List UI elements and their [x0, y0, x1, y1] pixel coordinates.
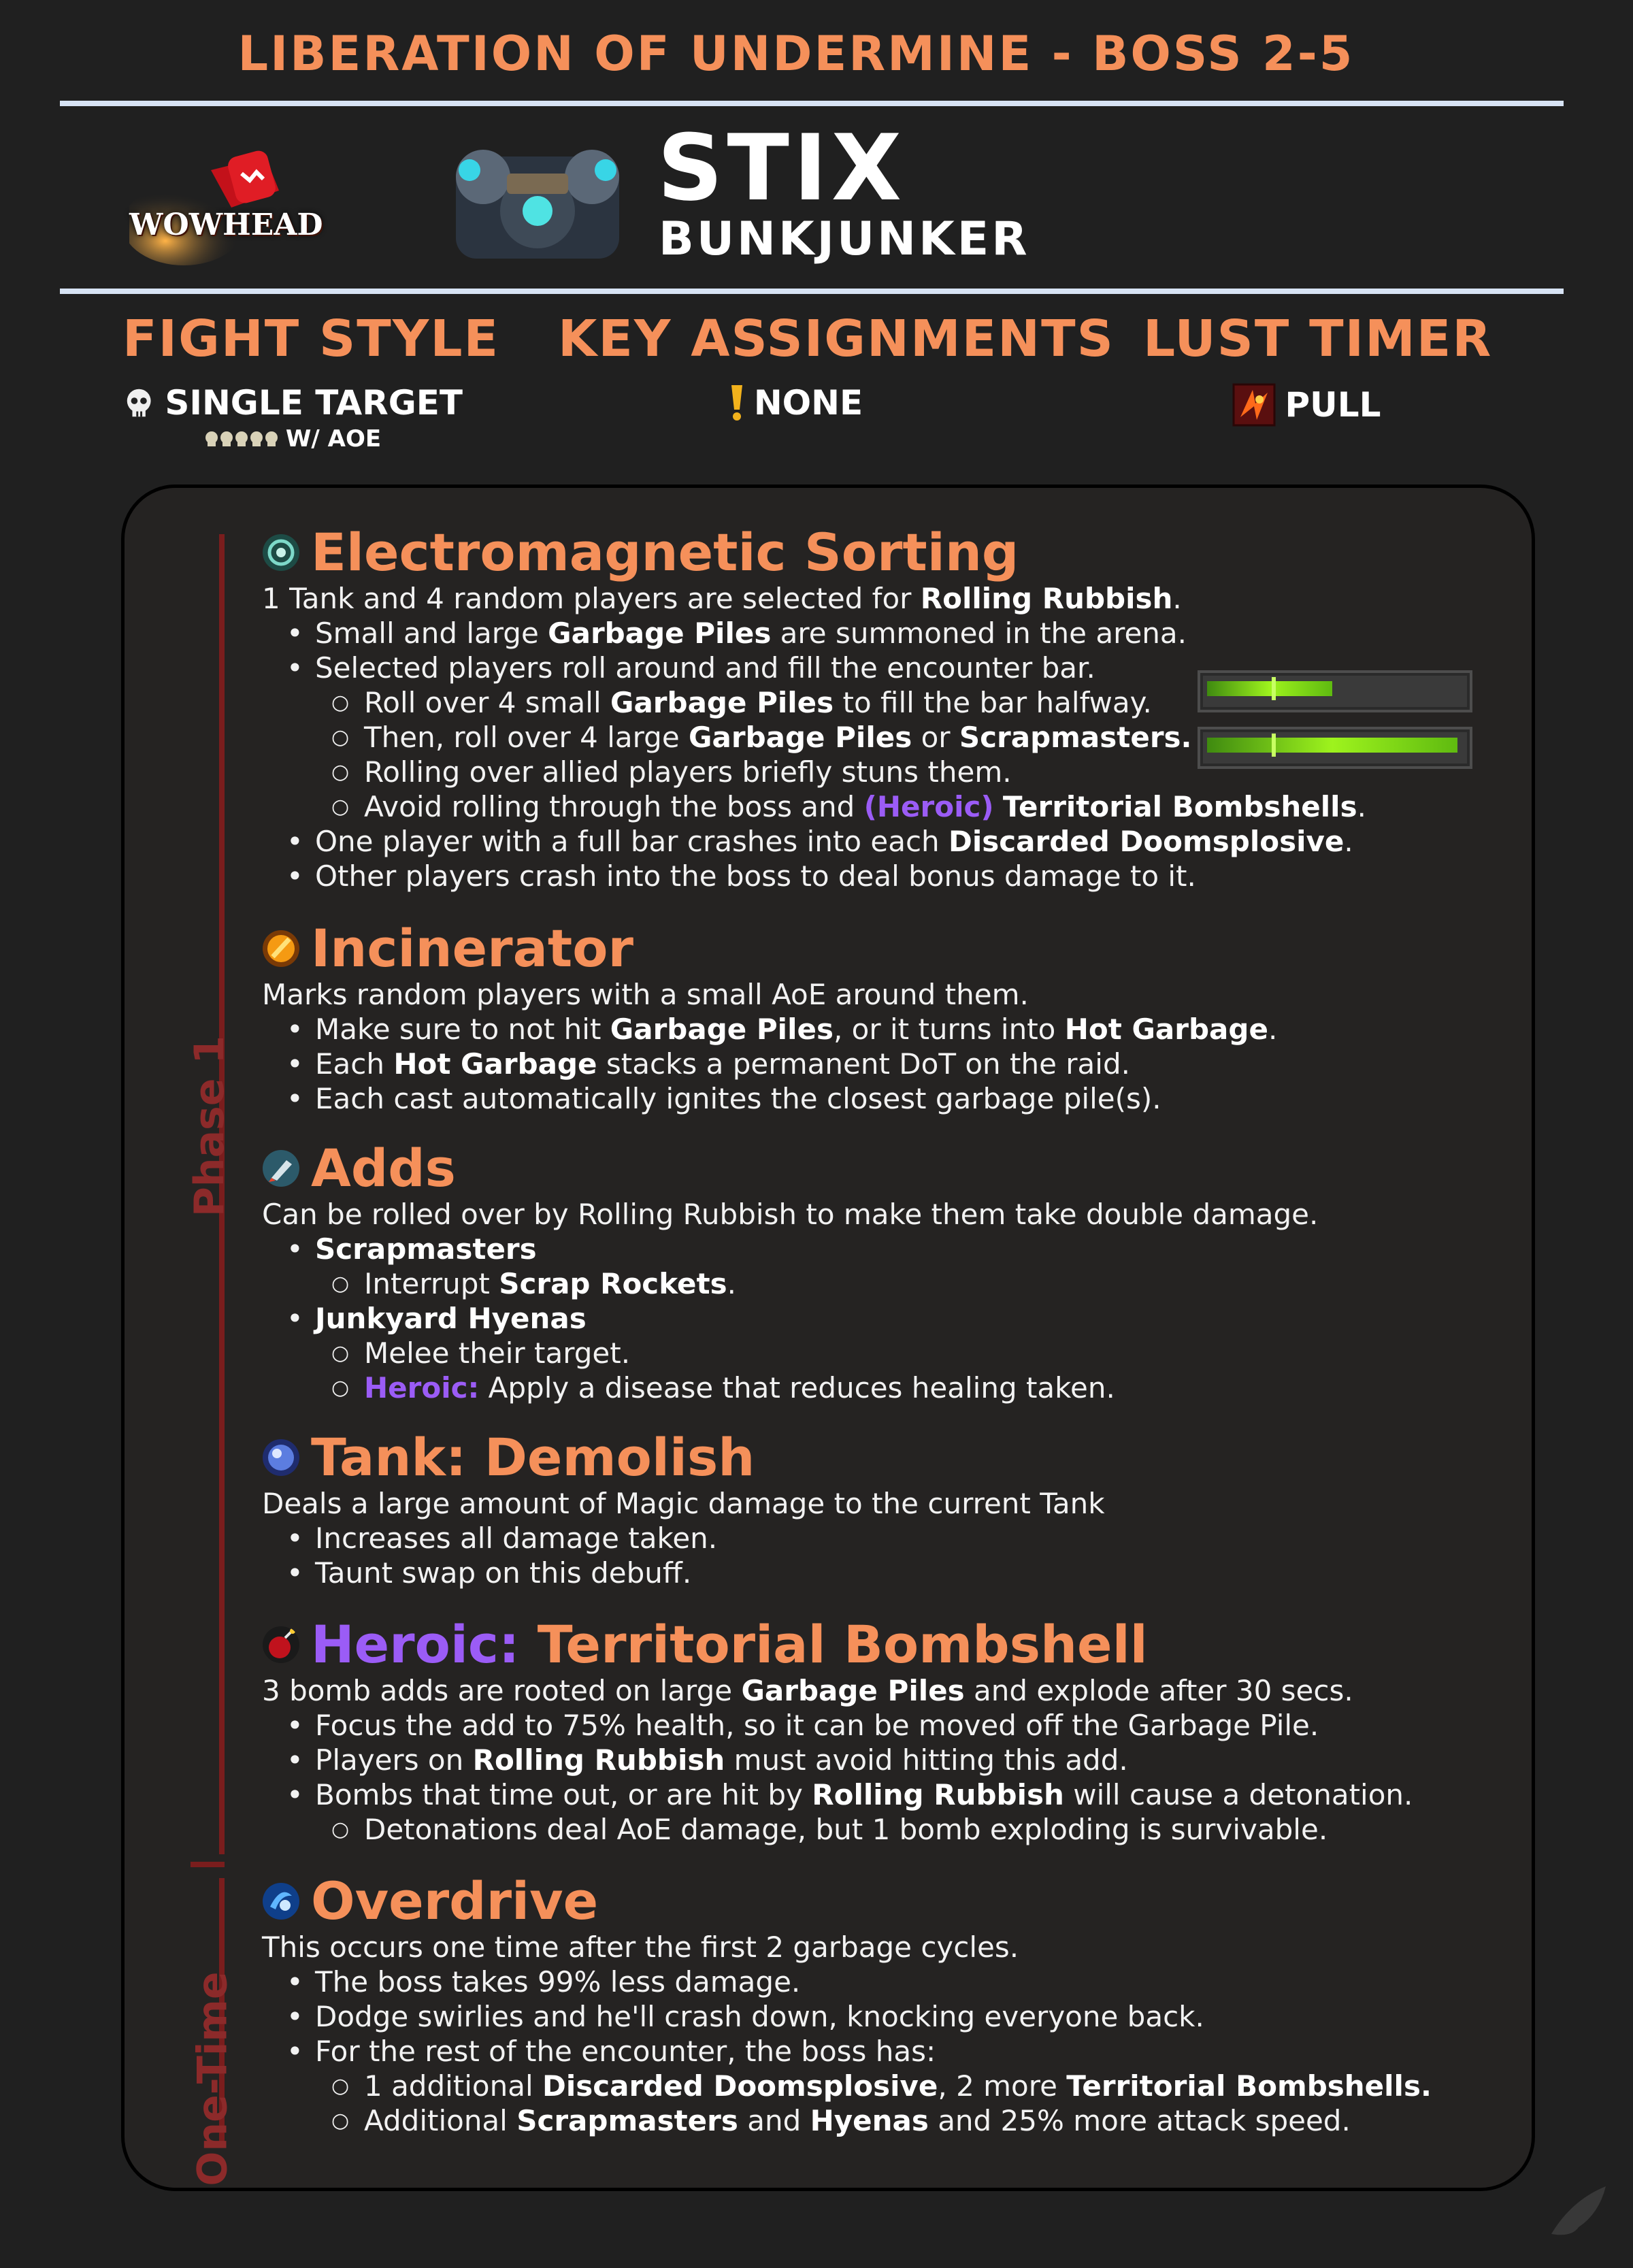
section-title — [262, 920, 1459, 977]
section-title — [262, 1140, 1459, 1197]
fight-style-block — [122, 310, 500, 453]
demolish-intro: Deals a large amount of Magic damage to the current Tank — [262, 1486, 1105, 1520]
phase-1-label: Phase 1 — [186, 1035, 234, 1217]
list-item: • Taunt swap on this debuff. — [262, 1556, 1459, 1590]
lust-timer-block — [1143, 310, 1493, 427]
key-assignments-heading: KEY ASSIGNMENTS — [558, 310, 1115, 368]
skull-icon — [122, 386, 155, 420]
lust-timer-row — [1143, 383, 1470, 427]
boss-name: STIX — [657, 115, 906, 221]
section-adds — [262, 1140, 1459, 1405]
sub-list-item: ○ Then, roll over 4 large Garbage Piles or Scrapmasters. — [262, 720, 1459, 755]
header-divider-top — [60, 101, 1564, 106]
page-title: LIBERATION OF UNDERMINE - BOSS 2-5 — [237, 26, 1355, 82]
encounter-bar-half — [1198, 670, 1472, 712]
magnet-icon — [262, 533, 300, 572]
logo-text: WOWHEAD — [129, 208, 323, 242]
encounter-bar-full — [1198, 727, 1472, 769]
bombshell-intro: 3 bomb adds are rooted on large Garbage Piles and explode after 30 secs. — [262, 1673, 1353, 1707]
section-title — [262, 1429, 1459, 1486]
fire-orb-icon — [262, 930, 300, 968]
list-item: • For the rest of the encounter, the boss has: — [262, 2034, 1459, 2069]
sub-list-item: ○ Detonations deal AoE damage, but 1 bomb exploding is survivable. — [262, 1812, 1459, 1847]
list-item: • Players on Rolling Rubbish must avoid hitting this add. — [262, 1743, 1459, 1777]
encounter-bar-fill — [1207, 681, 1332, 696]
encounter-bar-fill — [1207, 738, 1457, 753]
section-tank-demolish — [262, 1429, 1459, 1590]
adds-intro: Can be rolled over by Rolling Rubbish to make them take double damage. — [262, 1197, 1319, 1231]
one-time-label: One-Time — [188, 1971, 237, 2186]
electro-intro: 1 Tank and 4 random players are selected for Rolling Rubbish. — [262, 581, 1182, 615]
wowhead-logo — [129, 143, 323, 272]
section-title — [262, 1616, 1459, 1673]
overdrive-intro: This occurs one time after the first 2 garbage cycles. — [262, 1930, 1019, 1964]
sub-list-item: ○ 1 additional Discarded Doomsplosive, 2 more Territorial Bombshells. — [262, 2069, 1459, 2103]
key-assignments-row — [558, 383, 1034, 423]
sub-list-item: ○ Interrupt Scrap Rockets. — [262, 1266, 1459, 1301]
list-item: • Make sure to not hit Garbage Piles, or it turns into Hot Garbage. — [262, 1012, 1459, 1047]
timeline-tick — [191, 1862, 225, 1867]
key-assignments-value: NONE — [753, 383, 863, 423]
overdrive-icon — [262, 1882, 300, 1920]
boss-portrait — [442, 136, 633, 265]
bombshell-title: Heroic: Territorial Bombshell — [311, 1614, 1148, 1675]
adds-title: Adds — [311, 1138, 456, 1198]
fight-style-sub: W/ AOE — [285, 425, 382, 453]
key-assignments-block — [558, 310, 1115, 423]
bomb-icon — [262, 1626, 300, 1664]
list-item: • Bombs that time out, or are hit by Rolling Rubbish will cause a detonation. — [262, 1777, 1459, 1812]
list-item: • Each cast automatically ignites the closest garbage pile(s). — [262, 1081, 1459, 1116]
list-item: • Each Hot Garbage stacks a permanent DoT on the raid. — [262, 1047, 1459, 1081]
fight-style-heading: FIGHT STYLE — [122, 310, 500, 368]
list-item: • Selected players roll around and fill the encounter bar. — [262, 651, 1459, 685]
fight-style-sub-row — [122, 425, 463, 453]
sub-list-item: ○ Additional Scrapmasters and Hyenas and 25% more attack speed. — [262, 2103, 1459, 2138]
encounter-bar-marker — [1272, 734, 1276, 757]
section-overdrive — [262, 1873, 1459, 2138]
sub-list-item: ○ Melee their target. — [262, 1336, 1459, 1370]
sub-list-item: ○ Avoid rolling through the boss and (Heroic) Territorial Bombshells. — [262, 789, 1459, 824]
rocket-icon — [262, 1149, 300, 1187]
sub-list-item: ○ Rolling over allied players briefly stuns them. — [262, 755, 1459, 789]
overdrive-title: Overdrive — [311, 1871, 599, 1931]
incinerator-intro: Marks random players with a small AoE around them. — [262, 977, 1029, 1011]
section-title — [262, 524, 1459, 581]
bloodlust-icon — [1232, 383, 1276, 427]
list-item: • Small and large Garbage Piles are summoned in the arena. — [262, 616, 1459, 651]
list-item: • The boss takes 99% less damage. — [262, 1965, 1459, 1999]
multi-skull-icon — [204, 430, 280, 448]
section-title — [262, 1873, 1459, 1930]
section-territorial-bombshell — [262, 1616, 1459, 1847]
list-item: • Increases all damage taken. — [262, 1521, 1459, 1556]
electro-title: Electromagnetic Sorting — [311, 522, 1019, 582]
lust-timer-heading: LUST TIMER — [1143, 310, 1493, 368]
incinerator-title: Incinerator — [311, 918, 633, 979]
list-item: • Scrapmasters — [262, 1232, 1459, 1266]
boss-subtitle: BUNKJUNKER — [659, 212, 1030, 266]
section-incinerator — [262, 920, 1459, 1116]
list-item: • Dodge swirlies and he'll crash down, knocking everyone back. — [262, 1999, 1459, 2034]
lust-timer-value: PULL — [1285, 385, 1381, 425]
list-item: • Junkyard Hyenas — [262, 1301, 1459, 1336]
sub-list-item: ○ Roll over 4 small Garbage Piles to fill the bar halfway. — [262, 685, 1459, 720]
demolish-title: Tank: Demolish — [311, 1427, 755, 1488]
encounter-bar-marker — [1272, 677, 1276, 700]
list-item: • Other players crash into the boss to deal bonus damage to it. — [262, 859, 1459, 893]
fight-style-row — [122, 383, 463, 423]
exclamation-icon — [729, 384, 744, 422]
list-item: • Focus the add to 75% health, so it can be moved off the Garbage Pile. — [262, 1708, 1459, 1743]
fight-style-value: SINGLE TARGET — [165, 383, 463, 423]
header-divider-bottom — [60, 289, 1564, 294]
boss-portrait-icon — [442, 136, 633, 265]
sub-list-item: ○ Heroic: Apply a disease that reduces healing taken. — [262, 1370, 1459, 1405]
list-item: • One player with a full bar crashes into each Discarded Doomsplosive. — [262, 824, 1459, 859]
arcane-orb-icon — [262, 1439, 300, 1477]
wowhead-watermark-icon — [1545, 2173, 1619, 2248]
